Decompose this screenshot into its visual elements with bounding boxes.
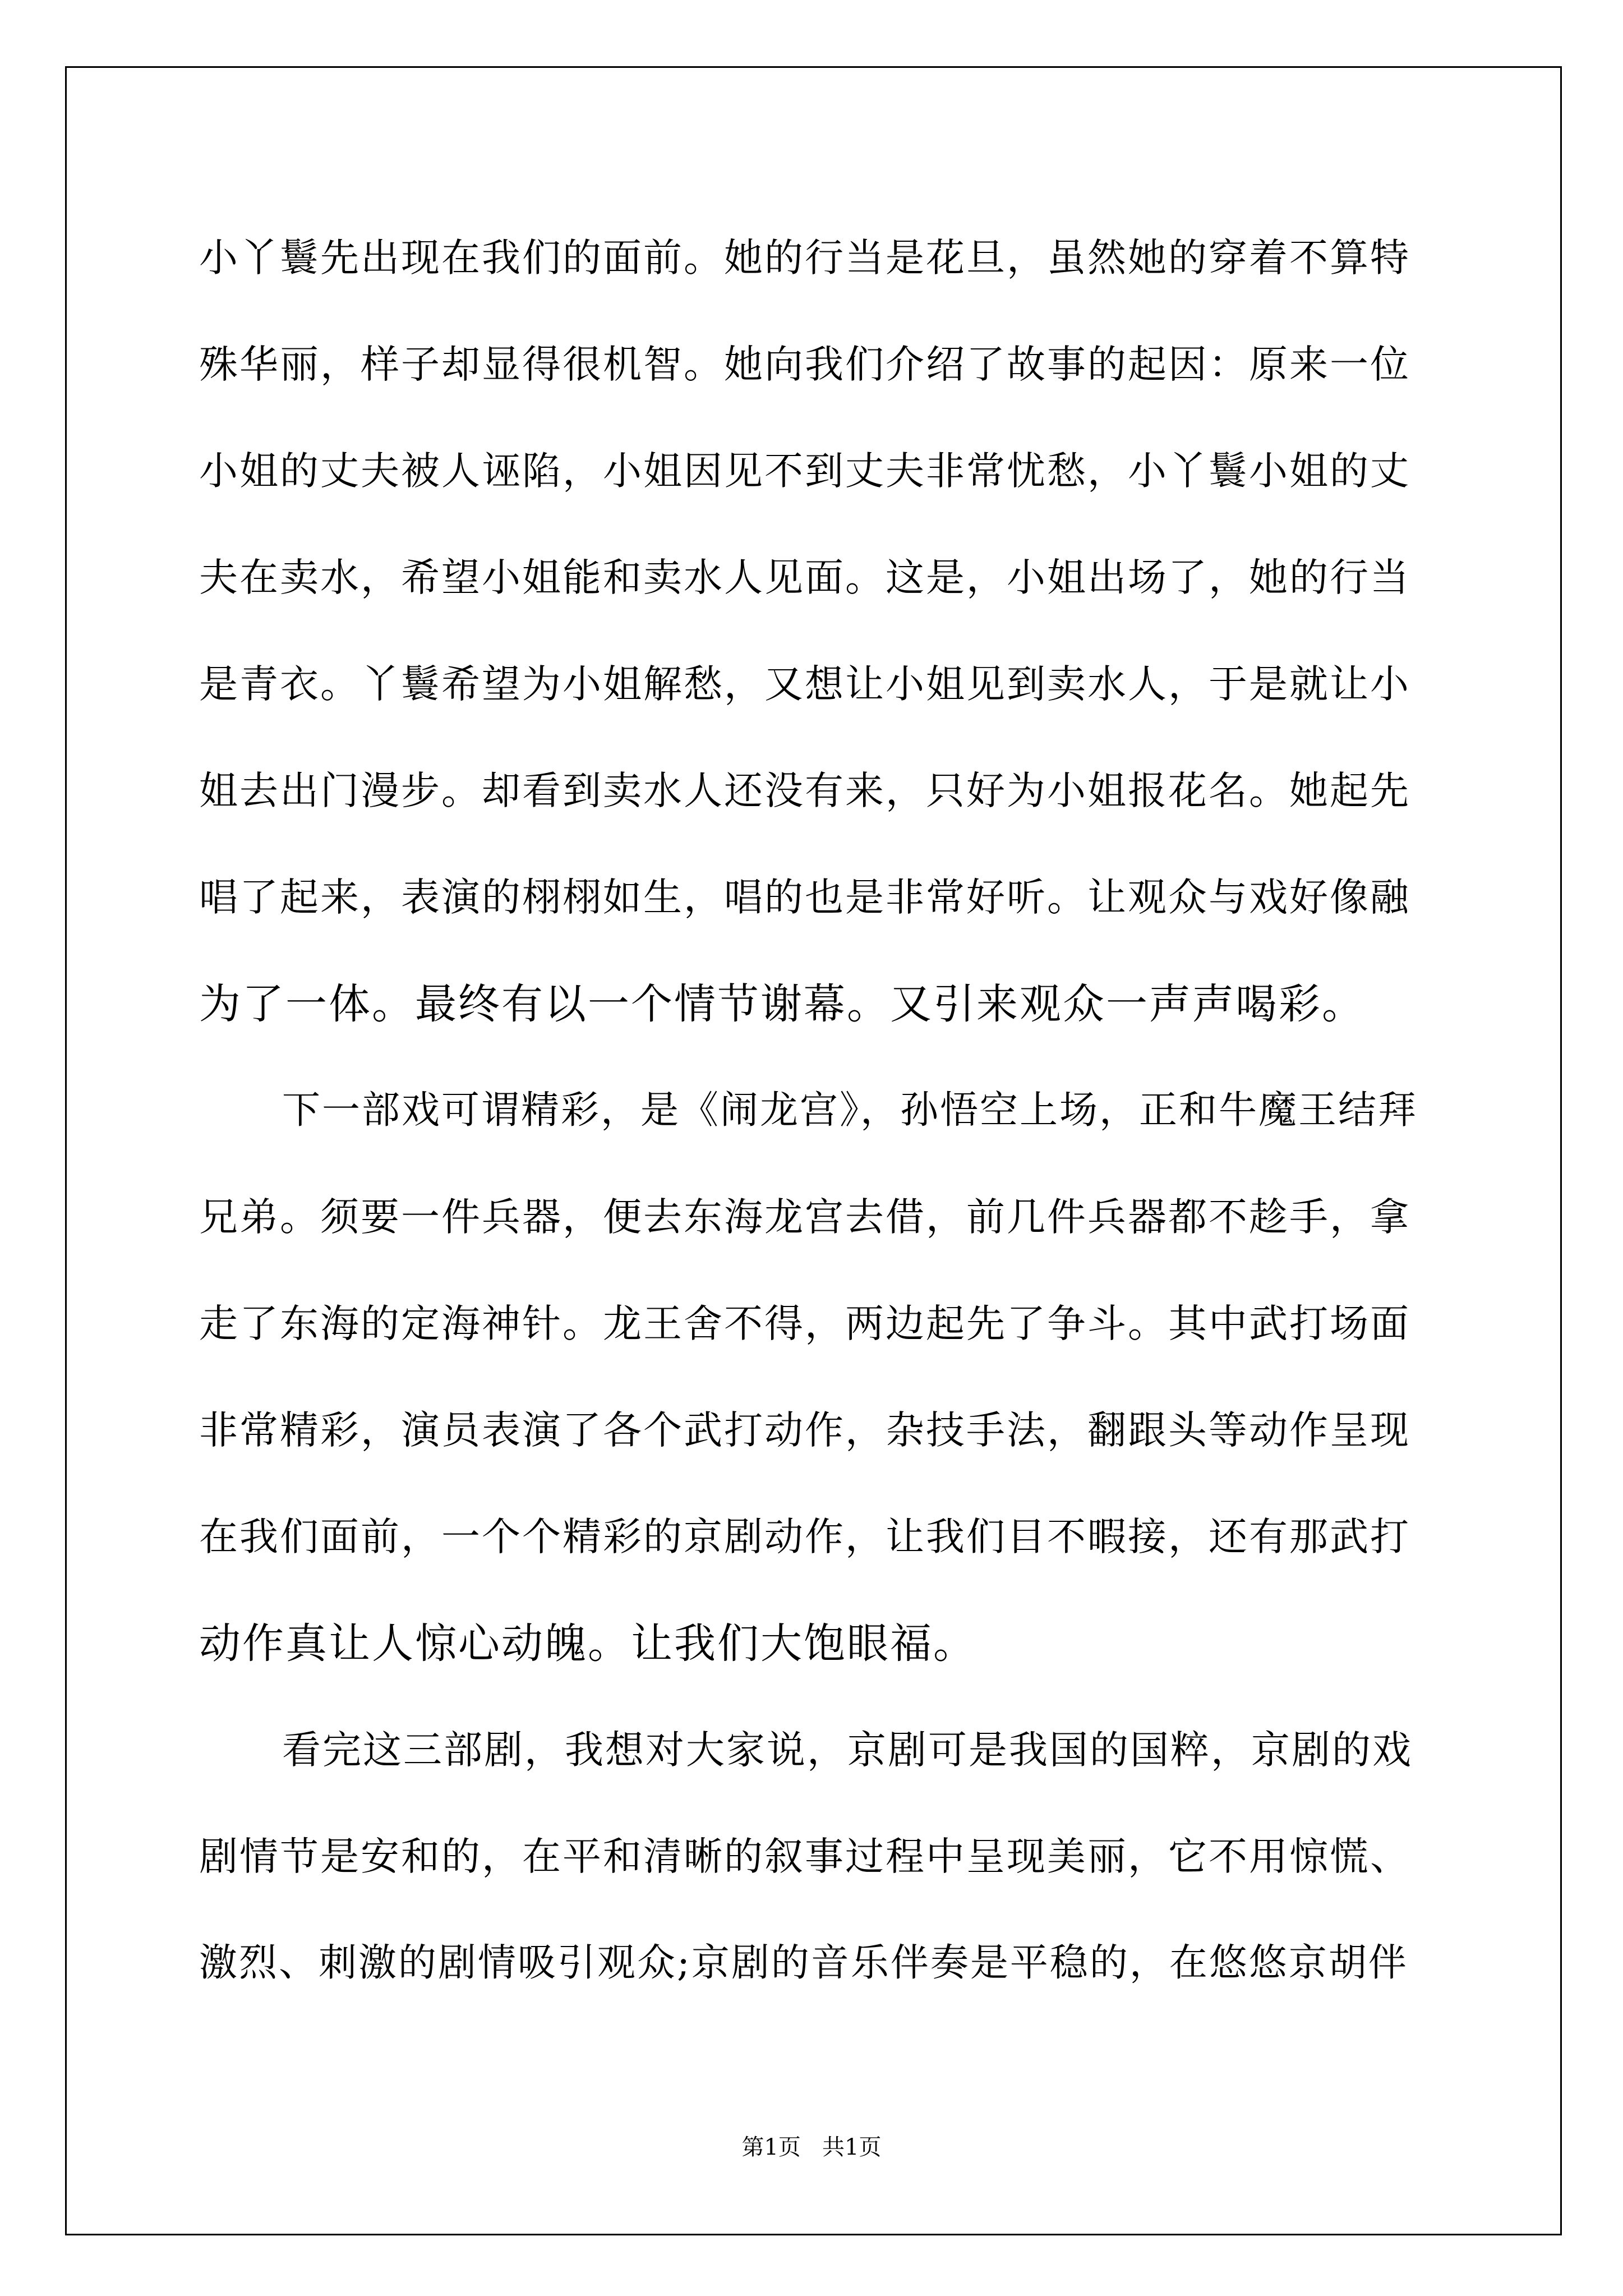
text-line: 小丫鬟先出现在我们的面前。她的行当是花旦，虽然她的穿着不算特 (199, 236, 1410, 280)
text-line: 激烈、刺激的剧情吸引观众;京剧的音乐伴奏是平稳的，在悠悠京胡伴 (199, 1941, 1408, 1985)
text-line: 小姐的丈夫被人诬陷，小姐因见不到丈夫非常忧愁，小丫鬟小姐的丈 (199, 449, 1410, 494)
text-line: 下一部戏可谓精彩，是《闹龙宫》，孙悟空上场，正和牛魔王结拜 (282, 1088, 1418, 1133)
text-line: 姐去出门漫步。却看到卖水人还没有来，只好为小姐报花名。她起先 (199, 769, 1410, 813)
text-line: 非常精彩，演员表演了各个武打动作，杂技手法，翻跟头等动作呈现 (199, 1408, 1410, 1453)
text-line: 殊华丽，样子却显得很机智。她向我们介绍了故事的起因：原来一位 (199, 342, 1410, 387)
text-line: 兄弟。须要一件兵器，便去东海龙宫去借，前几件兵器都不趁手，拿 (199, 1195, 1410, 1240)
text-line: 唱了起来，表演的栩栩如生，唱的也是非常好听。让观众与戏好像融 (199, 875, 1410, 920)
page-footer: 第1页 共1页 (741, 2134, 882, 2160)
text-line: 动作真让人惊心动魄。让我们大饱眼福。 (199, 1619, 976, 1668)
text-line: 剧情节是安和的，在平和清晰的叙事过程中呈现美丽，它不用惊慌、 (199, 1834, 1410, 1879)
text-line: 夫在卖水，希望小姐能和卖水人见面。这是，小姐出场了，她的行当 (199, 555, 1410, 600)
text-line: 在我们面前，一个个精彩的京剧动作，让我们目不暇接，还有那武打 (199, 1515, 1410, 1559)
text-line: 看完这三部剧，我想对大家说，京剧可是我国的国粹，京剧的戏 (282, 1728, 1413, 1773)
text-line: 走了东海的定海神针。龙王舍不得，两边起先了争斗。其中武打场面 (199, 1301, 1410, 1346)
text-line: 为了一体。最终有以一个情节谢幕。又引来观众一声声喝彩。 (199, 980, 1365, 1028)
text-line: 是青衣。丫鬟希望为小姐解愁，又想让小姐见到卖水人，于是就让小 (199, 662, 1410, 707)
document-body (199, 205, 1422, 2017)
